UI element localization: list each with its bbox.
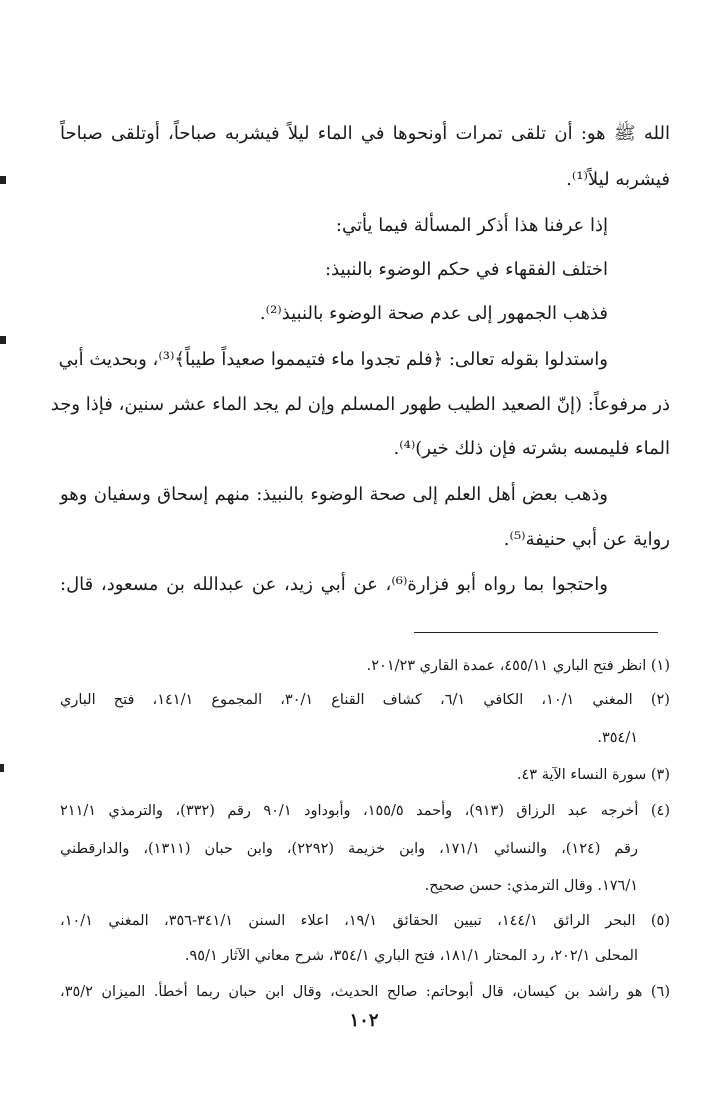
body-line-11: واحتجوا بما رواه أبو فزارة⁽⁶⁾، عن أبي زيد، عن عبدالله بن مسعود، قال: xyxy=(60,574,608,595)
scan-mark xyxy=(0,176,6,184)
scan-mark xyxy=(0,336,6,344)
body-line-1: الله ﷺ هو: أن تلقى تمرات أونحوها في الماء ليلاً فيشربه صباحاً، أوتلقى صباحاً xyxy=(60,123,670,144)
body-line-5: فذهب الجمهور إلى عدم صحة الوضوء بالنبيذ⁽²⁾. xyxy=(259,303,608,324)
footnote-4-line-3: ١٧٦/١. وقال الترمذي: حسن صحيح. xyxy=(424,878,638,894)
page-number: ١٠٢ xyxy=(349,1010,379,1031)
body-line-7: ذر مرفوعاً: (إنّ الصعيد الطيب طهور المسلم وإن لم يجد الماء عشر سنين، فإذا وجد xyxy=(50,394,670,415)
footnote-5-line-2: المحلى ٢٠٢/١، رد المحتار ١٨١/١، فتح الباري ٣٥٤/١، شرح معاني الآثار ٩٥/١. xyxy=(184,948,638,964)
footnote-4-line-1: (٤) أخرجه عبد الرزاق (٩١٣)، وأحمد ١٥٥/٥، وأبوداود ٩٠/١ رقم (٣٣٢)، والترمذي ٢١١/١ xyxy=(60,803,670,819)
body-line-9: وذهب بعض أهل العلم إلى صحة الوضوء بالنبيذ: منهم إسحاق وسفيان وهو xyxy=(60,484,608,505)
footnote-divider xyxy=(414,632,658,633)
footnote-2-line-1: (٢) المغني ١٠/١، الكافي ٦/١، كشاف القناع ٣٠/١، المجموع ١٤١/١، فتح الباري xyxy=(60,692,670,708)
body-line-3: إذا عرفنا هذا أذكر المسألة فيما يأتي: xyxy=(335,215,608,236)
footnote-4-line-2: رقم (١٢٤)، والنسائي ١٧١/١، وابن خزيمة (٢٢٩٢)، وابن حبان (١٣١١)، والدارقطني xyxy=(60,841,638,857)
body-line-2: فيشربه ليلاً⁽¹⁾. xyxy=(566,169,670,190)
footnote-6-line-1: (٦) هو راشد بن كيسان، قال أبوحاتم: صالح الحديث، وقال ابن حبان ربما أخطأ. الميزان ٣٥/٢، xyxy=(60,984,670,1000)
footnote-2-line-2: ٣٥٤/١. xyxy=(597,730,638,746)
footnote-5-line-1: (٥) البحر الرائق ١٤٤/١، تبيين الحقائق ١٩/١، اعلاء السنن ٣٤١/١-٣٥٦، المغني ١٠/١، xyxy=(60,913,671,929)
scan-mark xyxy=(0,764,4,772)
footnote-1: (١) انظر فتح الباري ٤٥٥/١١، عمدة القاري ٢٠١/٢٣. xyxy=(366,658,670,674)
body-line-4: اختلف الفقهاء في حكم الوضوء بالنبيذ: xyxy=(325,259,608,280)
footnote-3: (٣) سورة النساء الآية ٤٣. xyxy=(516,767,670,783)
body-line-6: واستدلوا بقوله تعالى: ﴿فلم تجدوا ماء فتيمموا صعيداً طيباً﴾⁽³⁾، وبحديث أبي xyxy=(58,349,608,370)
body-line-10: رواية عن أبي حنيفة⁽⁵⁾. xyxy=(503,529,670,550)
body-line-8: الماء فليمسه بشرته فإن ذلك خير)⁽⁴⁾. xyxy=(393,438,670,459)
